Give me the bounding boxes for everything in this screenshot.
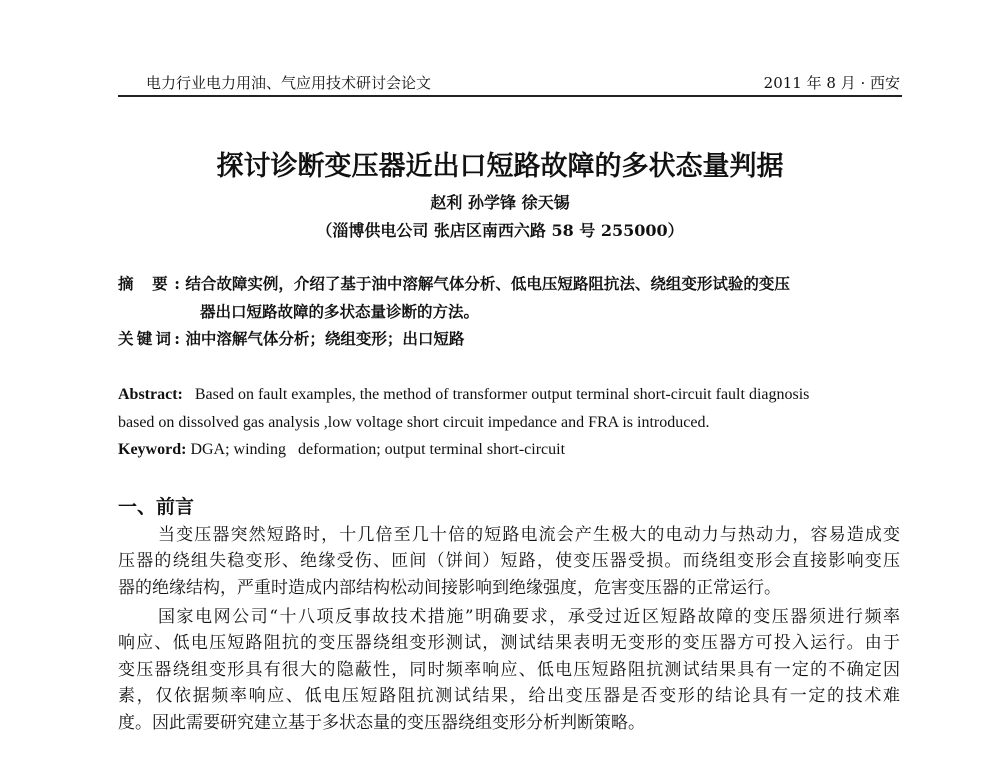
affiliation: （淄博供电公司 张店区南西六路 58 号 255000）: [316, 221, 684, 240]
header-rule: [118, 95, 902, 97]
body-line: 度。因此需要研究建立基于多状态量的变压器绕组变形分析判断策略。: [118, 713, 645, 733]
running-header-left: 电力行业电力用油、气应用技术研讨会论文: [146, 74, 432, 92]
abstract-en-line-2: based on dissolved gas analysis ,low voltage short circuit impedance and FRA is introduced.: [118, 414, 710, 431]
abstract-en-text: Based on fault examples, the method of transformer output terminal short-circuit fault diagnosis: [194, 386, 810, 403]
body-line: 变压器绕组变形具有很大的隐蔽性，同时频率响应、低电压短路阻抗测试结果具有一定的不确定因: [118, 660, 900, 680]
body-line: 素，仅依据频率响应、低电压短路阻抗测试结果，给出变压器是否变形的结论具有一定的技术难: [118, 686, 900, 706]
body-line: 器的绝缘结构，严重时造成内部结构松动间接影响到绝缘强度，危害变压器的正常运行。: [118, 578, 781, 598]
paper-title: 探讨诊断变压器近出口短路故障的多状态量判据: [216, 151, 784, 182]
abstract-en-label: Abstract:: [118, 386, 183, 403]
abstract-zh-text: 结合故障实例，介绍了基于油中溶解气体分析、低电压短路阻抗法、绕组变形试验的变压: [185, 274, 790, 293]
abstract-zh-line-2: 器出口短路故障的多状态量诊断的方法。: [200, 302, 480, 321]
keywords-zh: [118, 327, 900, 349]
keywords-en-text: DGA; winding deformation; output terminal short-circuit: [190, 441, 566, 458]
keywords-en-label: Keyword:: [118, 441, 187, 458]
body-line: 压器的绕组失稳变形、绝缘受伤、匝间（饼间）短路，使变压器受损。而绕组变形会直接影响变压: [118, 551, 900, 571]
body-line: 当变压器突然短路时，十几倍至几十倍的短路电流会产生极大的电动力与热动力，容易造成变: [158, 525, 900, 545]
section-heading: 一、前言: [118, 496, 195, 518]
body-line: 响应、低电压短路阻抗的变压器绕组变形测试，测试结果表明无变形的变压器方可投入运行。由于: [118, 633, 900, 653]
authors: 赵利 孙学锋 徐天锡: [430, 193, 570, 212]
abstract-zh-label: 摘 要:: [118, 274, 180, 293]
running-header-right: 2011 年 8 月 · 西安: [763, 74, 900, 92]
abstract-en-line-1: [118, 386, 900, 404]
abstract-zh-line-1: [118, 272, 900, 294]
keywords-zh-text: 油中溶解气体分析；绕组变形；出口短路: [185, 329, 465, 348]
body-line: 国家电网公司“十八项反事故技术措施”明确要求，承受过近区短路故障的变压器须进行频率: [158, 607, 900, 627]
keywords-zh-label: 关键词:: [118, 329, 180, 348]
keywords-en: [118, 441, 900, 459]
